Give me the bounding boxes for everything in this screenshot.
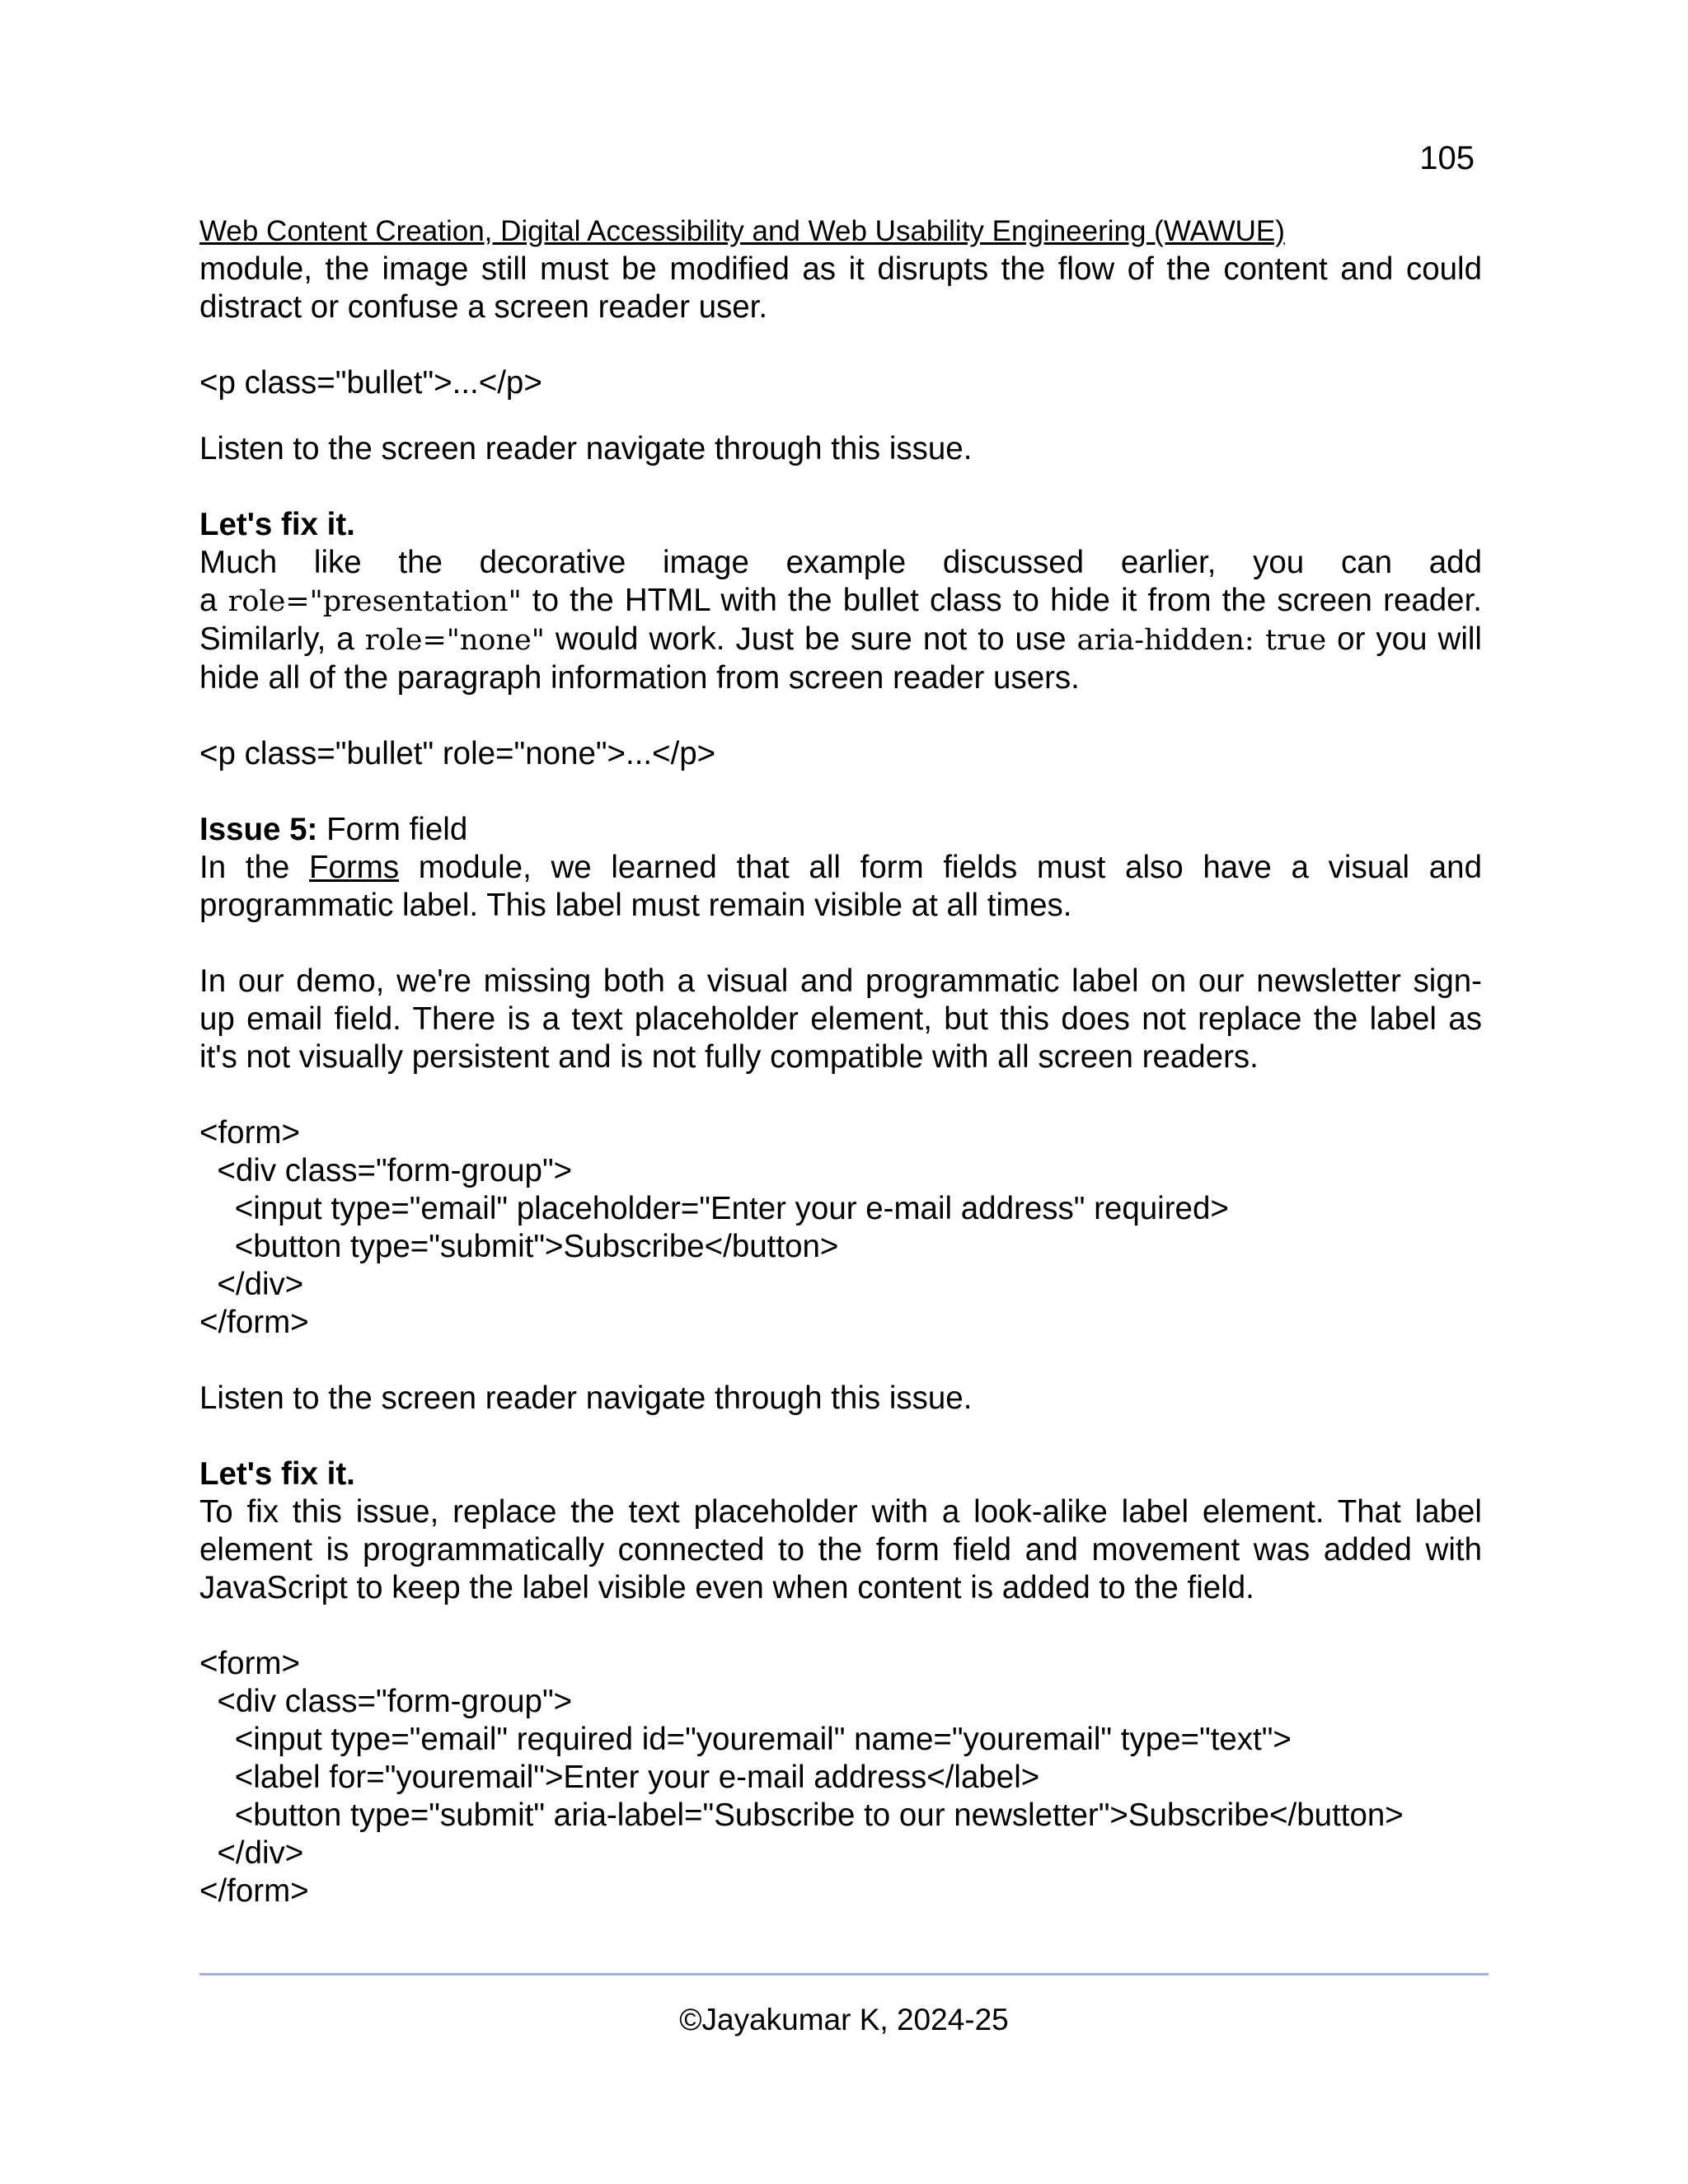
code-line: <div class="form-group"> <box>199 1153 573 1188</box>
text-run: Similarly, a <box>199 621 365 657</box>
code-line: <button type="submit">Subscribe</button> <box>199 1229 839 1264</box>
forms-link[interactable]: Forms <box>309 850 400 885</box>
code-line: <form> <box>199 1115 300 1151</box>
paragraph-line: element is programmatically connected to the form field and movement was added with <box>199 1532 1482 1568</box>
section-heading: Let's fix it. <box>199 507 355 542</box>
paragraph-line <box>199 621 1482 659</box>
text-run: a <box>199 583 228 618</box>
paragraph: Listen to the screen reader navigate through this issue. <box>199 431 973 466</box>
paragraph-line: programmatic label. This label must remain visible at all times. <box>199 888 1072 923</box>
text-run: to the HTML with the bullet class to hide it from the screen reader. <box>521 583 1482 618</box>
text-run: module, we learned that all form fields must also have a visual and <box>399 850 1483 885</box>
inline-code: aria-hidden: true <box>1076 624 1327 657</box>
code-line: </form> <box>199 1873 309 1909</box>
code-line: </div> <box>199 1267 304 1302</box>
paragraph-line: up email field. There is a text placeholder element, but this does not replace the label as <box>199 1001 1482 1037</box>
paragraph-line: In our demo, we're missing both a visual and programmatic label on our newsletter sign- <box>199 963 1482 999</box>
code-line: <div class="form-group"> <box>199 1684 573 1719</box>
code-line: </div> <box>199 1835 304 1871</box>
inline-code: role="none" <box>364 624 545 657</box>
page-content <box>199 213 1482 1910</box>
footer-rule <box>199 1973 1489 1975</box>
running-header: Web Content Creation, Digital Accessibility and Web Usability Engineering (WAWUE) <box>199 215 1285 247</box>
code-snippet: <p class="bullet" role="none">...</p> <box>199 736 716 771</box>
code-line: <input type="email" placeholder="Enter your e-mail address" required> <box>199 1191 1229 1226</box>
paragraph-line: it's not visually persistent and is not fully compatible with all screen readers. <box>199 1039 1259 1075</box>
paragraph-line: hide all of the paragraph information from screen reader users. <box>199 660 1080 696</box>
code-line: <form> <box>199 1646 300 1681</box>
paragraph: Listen to the screen reader navigate through this issue. <box>199 1380 973 1416</box>
text-run: In the <box>199 850 310 885</box>
inline-code: role="presentation" <box>227 585 522 618</box>
text-run: or you will <box>1326 621 1482 657</box>
page-number: 105 <box>1419 140 1475 176</box>
text-run: would work. Just be sure not to use <box>544 621 1077 657</box>
footer-copyright: ©Jayakumar K, 2024-25 <box>679 2003 1009 2036</box>
paragraph-line: To fix this issue, replace the text placeholder with a look-alike label element. That label <box>199 1494 1482 1530</box>
code-line: <button type="submit" aria-label="Subscribe to our newsletter">Subscribe</button> <box>199 1797 1404 1833</box>
section-heading: Let's fix it. <box>199 1456 355 1492</box>
paragraph-line: Much like the decorative image example discussed earlier, you can add <box>199 545 1482 580</box>
code-line: <label for="youremail">Enter your e-mail address</label> <box>199 1760 1040 1795</box>
issue-label: Issue 5: <box>199 812 318 847</box>
paragraph-line <box>199 582 1482 621</box>
code-block <box>199 1645 1482 1910</box>
paragraph-line <box>199 849 1482 887</box>
code-line: <input type="email" required id="youremail" name="youremail" type="text"> <box>199 1722 1292 1757</box>
code-line: </form> <box>199 1305 309 1340</box>
code-block <box>199 1114 1482 1342</box>
paragraph-line: distract or confuse a screen reader user. <box>199 289 768 325</box>
paragraph-line: JavaScript to keep the label visible even when content is added to the field. <box>199 1570 1254 1605</box>
paragraph-line: module, the image still must be modified as it disrupts the flow of the content and could <box>199 251 1482 287</box>
issue-heading <box>199 811 1482 849</box>
code-snippet: <p class="bullet">...</p> <box>199 365 542 401</box>
issue-title: Form field <box>317 812 468 847</box>
